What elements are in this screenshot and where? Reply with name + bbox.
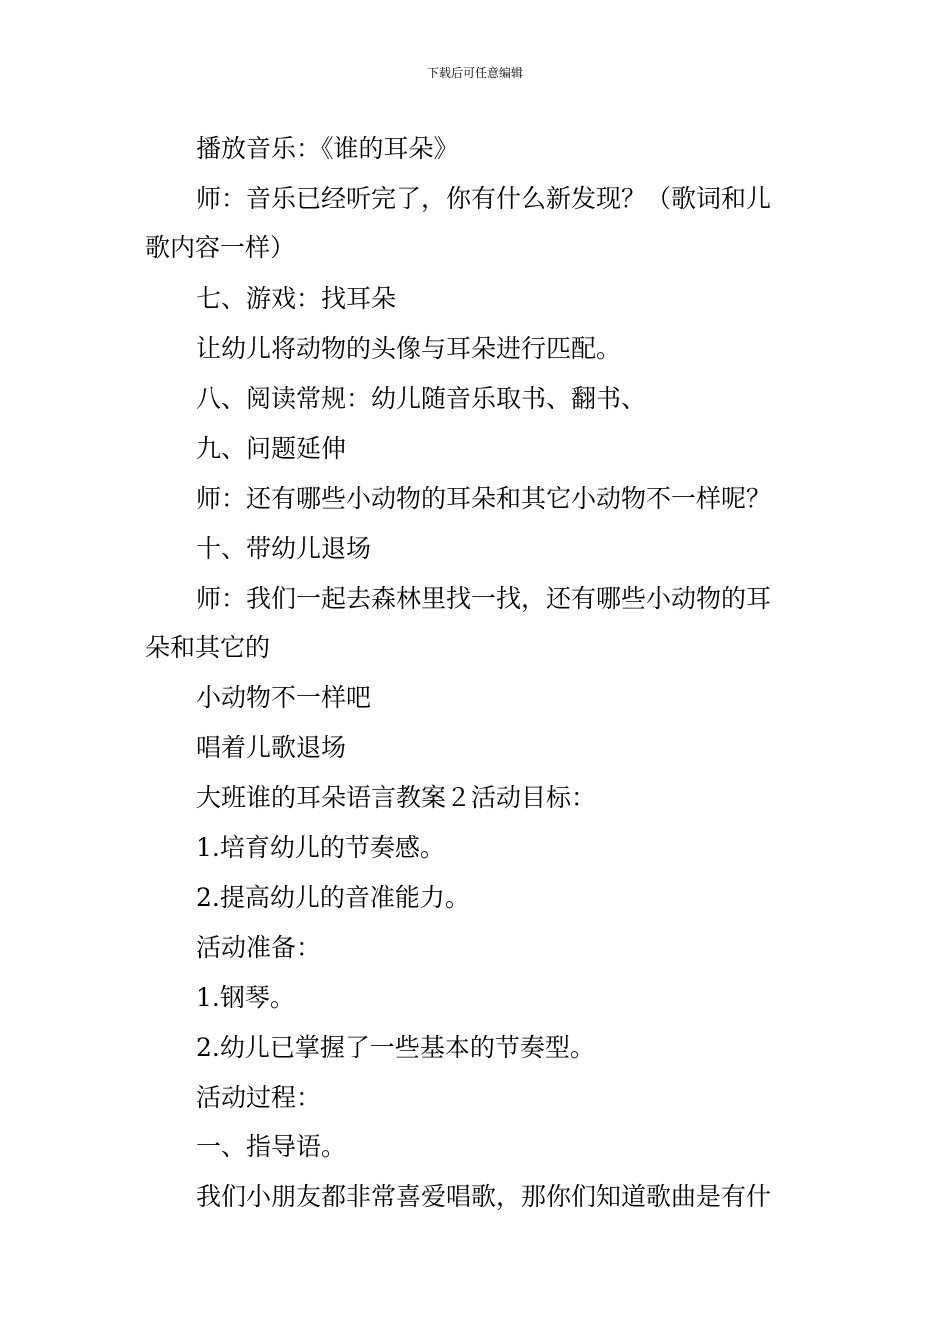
paragraph-line: 歌内容一样） (145, 233, 296, 262)
paragraph-line: 八、阅读常规：幼儿随音乐取书、翻书、 (196, 384, 647, 413)
paragraph-line: 让幼儿将动物的头像与耳朵进行匹配。 (196, 334, 622, 363)
paragraph-line: 1.培育幼儿的节奏感。 (196, 833, 445, 862)
paragraph-line: 播放音乐：《谁的耳朵》 (196, 134, 459, 163)
paragraph-line: 九、问题延伸 (196, 434, 347, 463)
paragraph-line: 十、带幼儿退场 (196, 534, 372, 563)
paragraph-line: 2.提高幼儿的音准能力。 (196, 883, 470, 912)
page-header: 下载后可任意编辑 (426, 66, 523, 80)
paragraph-line: 一、指导语。 (196, 1132, 347, 1161)
paragraph-line: 师：我们一起去森林里找一找，还有哪些小动物的耳 (196, 584, 772, 613)
paragraph-line: 朵和其它的 (145, 633, 271, 662)
paragraph-line: 七、游戏：找耳朵 (196, 284, 397, 313)
paragraph-line: 活动过程： (196, 1083, 322, 1112)
paragraph-line: 小动物不一样吧 (196, 683, 372, 712)
paragraph-line: 大班谁的耳朵语言教案２活动目标： (196, 783, 597, 812)
paragraph-line: 我们小朋友都非常喜爱唱歌，那你们知道歌曲是有什 (196, 1182, 772, 1211)
paragraph-line: 活动准备： (196, 933, 322, 962)
paragraph-line: 唱着儿歌退场 (196, 733, 347, 762)
paragraph-line: 2.幼儿已掌握了一些基本的节奏型。 (196, 1033, 595, 1062)
paragraph-line: 1.钢琴。 (196, 983, 295, 1012)
paragraph-line: 师：还有哪些小动物的耳朵和其它小动物不一样呢？ (196, 484, 772, 513)
paragraph-line: 师：音乐已经听完了，你有什么新发现？（歌词和儿 (196, 184, 772, 213)
